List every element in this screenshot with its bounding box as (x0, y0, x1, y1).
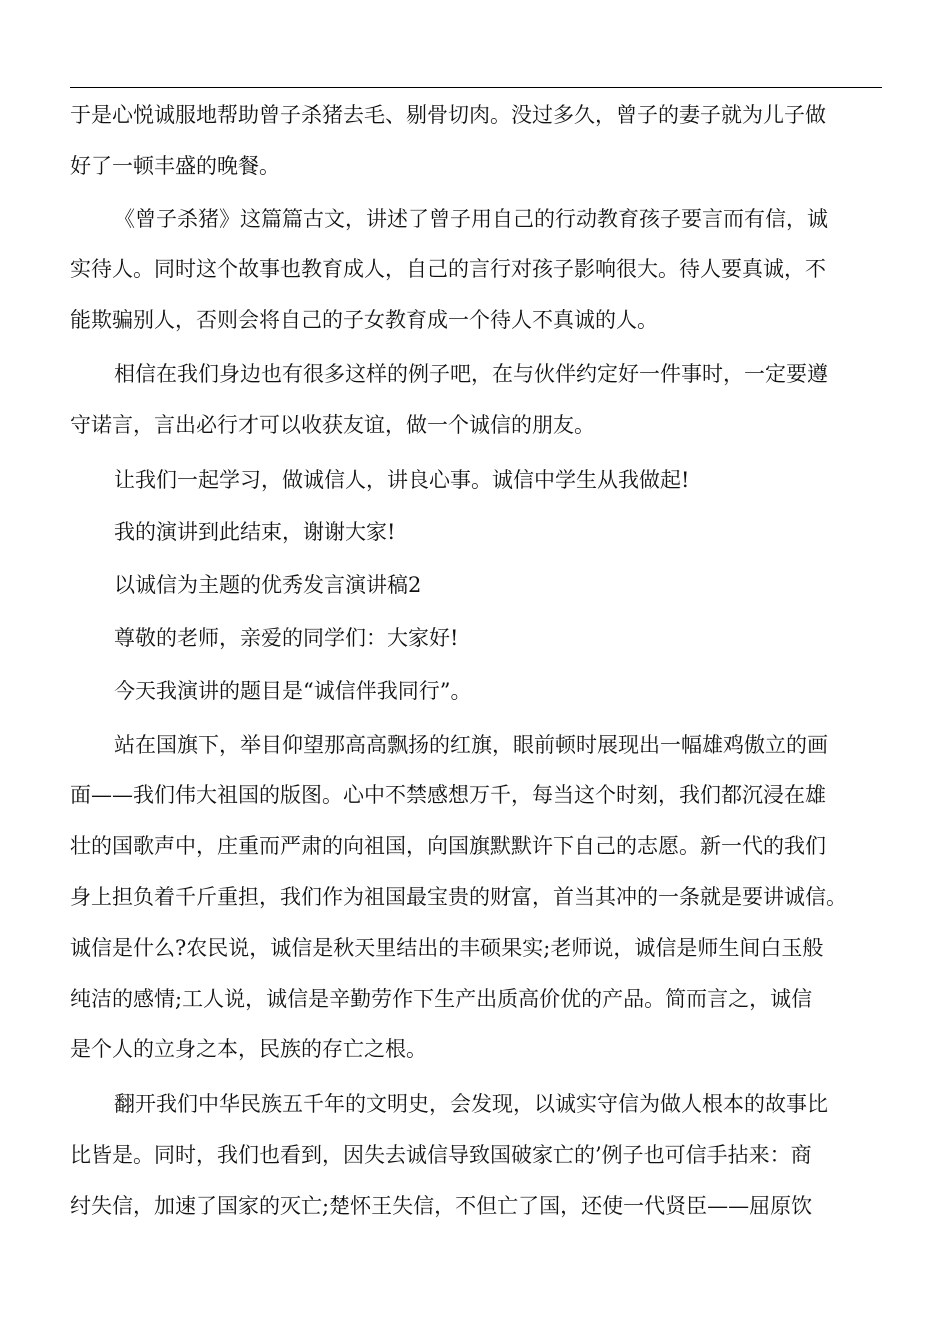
paragraph (70, 349, 890, 451)
text-line: 是个人的立身之本，民族的存亡之根。 (70, 1037, 427, 1062)
paragraph (70, 666, 890, 717)
paragraph (70, 1079, 890, 1231)
paragraph (70, 560, 890, 611)
text-line: 诚信是什么?农民说，诚信是秋天里结出的丰硕果实;老师说，诚信是师生间白玉般 (70, 935, 824, 960)
text-line: 好了一顿丰盛的晚餐。 (70, 153, 280, 178)
text-line: 站在国旗下，举目仰望那高高飘扬的红旗，眼前顿时展现出一幅雄鸡傲立的画 (114, 732, 828, 757)
text-line: 我的演讲到此结束，谢谢大家! (114, 520, 396, 545)
paragraph (70, 613, 890, 664)
text-line: 面——我们伟大祖国的版图。心中不禁感想万千，每当这个时刻，我们都沉浸在雄 (70, 783, 826, 808)
text-line: 以诚信为主题的优秀发言演讲稿2 (114, 573, 422, 598)
text-line: 能欺骗别人，否则会将自己的子女教育成一个待人不真诚的人。 (70, 308, 658, 333)
text-line: 壮的国歌声中，庄重而严肃的向祖国，向国旗默默许下自己的志愿。新一代的我们 (70, 834, 826, 859)
header-rule (70, 87, 882, 88)
paragraph (70, 90, 890, 192)
text-line: 纣失信，加速了国家的灭亡;楚怀王失信，不但亡了国，还使一代贤臣——屈原饮 (70, 1193, 813, 1218)
paragraph (70, 194, 890, 346)
text-line: 于是心悦诚服地帮助曾子杀猪去毛、剔骨切肉。没过多久，曾子的妻子就为儿子做 (70, 103, 826, 127)
paragraph (70, 720, 890, 1076)
text-line: 身上担负着千斤重担，我们作为祖国最宝贵的财富，首当其冲的一条就是要讲诚信。 (70, 884, 847, 909)
document-body (70, 90, 890, 1232)
paragraph (70, 455, 890, 506)
text-line: 尊敬的老师，亲爱的同学们：大家好! (114, 625, 459, 650)
text-line: 实待人。同时这个故事也教育成人，自己的言行对孩子影响很大。待人要真诚，不 (70, 257, 826, 282)
text-line: 翻开我们中华民族五千年的文明史，会发现，以诚实守信为做人根本的故事比 (114, 1092, 828, 1117)
paragraph (70, 507, 890, 558)
text-line: 今天我演讲的题目是“诚信伴我同行”。 (114, 678, 472, 703)
text-line: 比皆是。同时，我们也看到，因失去诚信导致国破家亡的’例子也可信手拈来：商 (70, 1142, 812, 1167)
text-line: 相信在我们身边也有很多这样的例子吧，在与伙伴约定好一件事时，一定要遵 (114, 361, 828, 386)
text-line: 纯洁的感情;工人说，诚信是辛勤劳作下生产出质高价优的产品。简而言之，诚信 (70, 986, 813, 1011)
text-line: 守诺言，言出必行才可以收获友谊，做一个诚信的朋友。 (70, 412, 595, 437)
text-line: 《曾子杀猪》这篇篇古文，讲述了曾子用自己的行动教育孩子要言而有信，诚 (114, 206, 828, 231)
text-line: 让我们一起学习，做诚信人，讲良心事。诚信中学生从我做起! (114, 467, 690, 492)
